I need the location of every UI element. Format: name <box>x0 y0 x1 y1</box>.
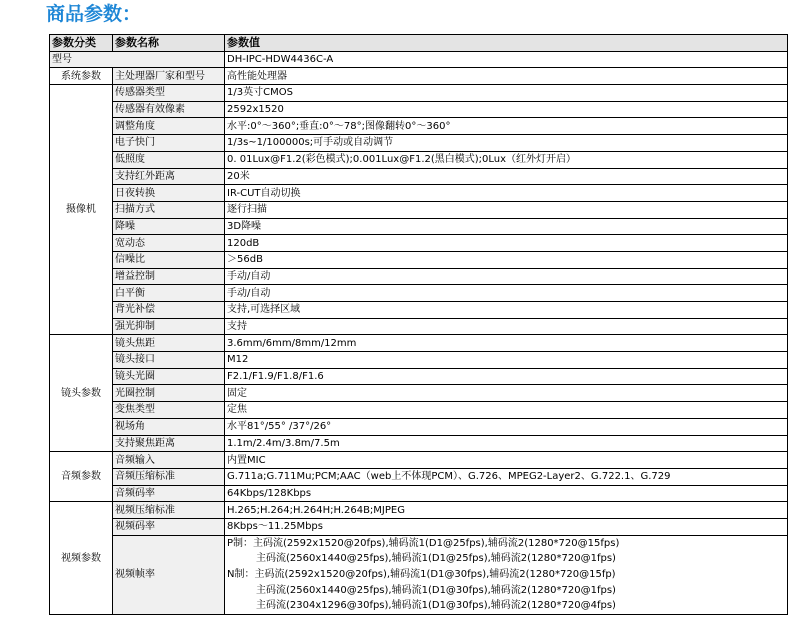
framerate-line: 主码流(2560x1440@25fps),辅码流1(D1@30fps),辅码流2(1280*720@1fps) <box>256 584 616 596</box>
param-label: 信噪比 <box>113 251 225 268</box>
param-label: 镜头接口 <box>113 352 225 369</box>
model-label: 型号 <box>50 51 225 68</box>
category-lens: 镜头参数 <box>50 335 113 452</box>
param-label: 强光抑制 <box>113 318 225 335</box>
param-label: 宽动态 <box>113 235 225 252</box>
param-label: 传感器类型 <box>113 85 225 102</box>
category-audio: 音频参数 <box>50 452 113 502</box>
param-value: 0. 01Lux@F1.2(彩色模式);0.001Lux@F1.2(黑白模式);0Lux（红外灯开启） <box>225 151 788 168</box>
table-row <box>50 218 788 235</box>
framerate-line: N制：主码流(2592x1520@20fps),辅码流1(D1@30fps),辅码流2(1280*720@15fp) <box>227 569 616 580</box>
table-row <box>50 535 788 614</box>
table-row <box>50 518 788 535</box>
framerate-line: P制：主码流(2592x1520@20fps),辅码流1(D1@25fps),辅码流2(1280*720@15fps) <box>227 537 620 549</box>
param-value: 120dB <box>225 235 788 252</box>
category-camera: 摄像机 <box>50 85 113 335</box>
param-label: 视频码率 <box>113 518 225 535</box>
param-value: 3.6mm/6mm/8mm/12mm <box>225 335 788 352</box>
param-label: 背光补偿 <box>113 302 225 319</box>
table-row <box>50 302 788 319</box>
param-value: F2.1/F1.9/F1.8/F1.6 <box>225 368 788 385</box>
param-label: 调整角度 <box>113 118 225 135</box>
param-value: 3D降噪 <box>225 218 788 235</box>
param-value: 手动/自动 <box>225 285 788 302</box>
table-row <box>50 385 788 402</box>
table-row <box>50 452 788 469</box>
table-row <box>50 135 788 152</box>
param-label: 光圈控制 <box>113 385 225 402</box>
table-row <box>50 418 788 435</box>
param-value: 固定 <box>225 385 788 402</box>
param-value: 逐行扫描 <box>225 201 788 218</box>
table-row <box>50 151 788 168</box>
param-value: G.711a;G.711Mu;PCM;AAC（web上不体现PCM）、G.726、MPEG2-Layer2、G.722.1、G.729 <box>225 468 788 485</box>
param-label: 降噪 <box>113 218 225 235</box>
table-row <box>50 118 788 135</box>
param-value: 水平81°/55° /37°/26° <box>225 418 788 435</box>
param-label: 视频帧率 <box>113 535 225 614</box>
param-value: H.265;H.264;H.264H;H.264B;MJPEG <box>225 502 788 519</box>
param-label: 增益控制 <box>113 268 225 285</box>
framerate-values <box>225 535 788 614</box>
param-label: 主处理器厂家和型号 <box>113 68 225 85</box>
table-header-row <box>50 35 788 52</box>
param-label: 镜头焦距 <box>113 335 225 352</box>
param-value: ＞56dB <box>225 251 788 268</box>
table-row <box>50 101 788 118</box>
param-value: 64Kbps/128Kbps <box>225 485 788 502</box>
table-row <box>50 318 788 335</box>
param-label: 传感器有效像素 <box>113 101 225 118</box>
header-category: 参数分类 <box>50 35 113 52</box>
param-label: 日夜转换 <box>113 185 225 202</box>
param-label: 支持红外距离 <box>113 168 225 185</box>
table-row <box>50 85 788 102</box>
param-value: 1.1m/2.4m/3.8m/7.5m <box>225 435 788 452</box>
header-value: 参数值 <box>225 35 788 52</box>
param-value: 手动/自动 <box>225 268 788 285</box>
page-title: 商品参数： <box>46 3 142 25</box>
table-row <box>50 352 788 369</box>
param-value: M12 <box>225 352 788 369</box>
table-row <box>50 185 788 202</box>
table-row <box>50 435 788 452</box>
param-value: 内置MIC <box>225 452 788 469</box>
spec-table <box>49 34 788 615</box>
param-value: 20米 <box>225 168 788 185</box>
table-row <box>50 201 788 218</box>
table-row <box>50 485 788 502</box>
framerate-line: 主码流(2304x1296@30fps),辅码流1(D1@30fps),辅码流2(1280*720@4fps) <box>256 600 616 612</box>
category-video: 视频参数 <box>50 502 113 615</box>
param-value: 2592x1520 <box>225 101 788 118</box>
param-label: 视频压缩标准 <box>113 502 225 519</box>
param-label: 扫描方式 <box>113 201 225 218</box>
table-row <box>50 168 788 185</box>
param-value: 水平:0°～360°;垂直:0°～78°;图像翻转0°～360° <box>225 118 788 135</box>
param-value: 1/3英寸CMOS <box>225 85 788 102</box>
param-value: 8Kbps～11.25Mbps <box>225 518 788 535</box>
table-row <box>50 335 788 352</box>
model-value: DH-IPC-HDW4436C-A <box>225 51 788 68</box>
param-label: 镜头光圈 <box>113 368 225 385</box>
param-label: 支持聚焦距离 <box>113 435 225 452</box>
table-row <box>50 468 788 485</box>
param-label: 变焦类型 <box>113 402 225 419</box>
param-value: IR-CUT自动切换 <box>225 185 788 202</box>
param-value: 1/3s~1/100000s;可手动或自动调节 <box>225 135 788 152</box>
table-row <box>50 368 788 385</box>
param-label: 视场角 <box>113 418 225 435</box>
param-label: 白平衡 <box>113 285 225 302</box>
table-row <box>50 402 788 419</box>
table-row <box>50 235 788 252</box>
param-value: 定焦 <box>225 402 788 419</box>
param-label: 低照度 <box>113 151 225 168</box>
header-name: 参数名称 <box>113 35 225 52</box>
param-label: 电子快门 <box>113 135 225 152</box>
param-label: 音频压缩标准 <box>113 468 225 485</box>
param-label: 音频输入 <box>113 452 225 469</box>
table-row <box>50 285 788 302</box>
framerate-line: 主码流(2560x1440@25fps),辅码流1(D1@25fps),辅码流2(1280*720@1fps) <box>256 553 616 565</box>
table-row <box>50 51 788 68</box>
param-value: 支持 <box>225 318 788 335</box>
table-row <box>50 251 788 268</box>
param-label: 音频码率 <box>113 485 225 502</box>
param-value: 高性能处理器 <box>225 68 788 85</box>
table-row <box>50 268 788 285</box>
param-value: 支持,可选择区域 <box>225 302 788 319</box>
category-system: 系统参数 <box>50 68 113 85</box>
table-row <box>50 68 788 85</box>
table-row <box>50 502 788 519</box>
